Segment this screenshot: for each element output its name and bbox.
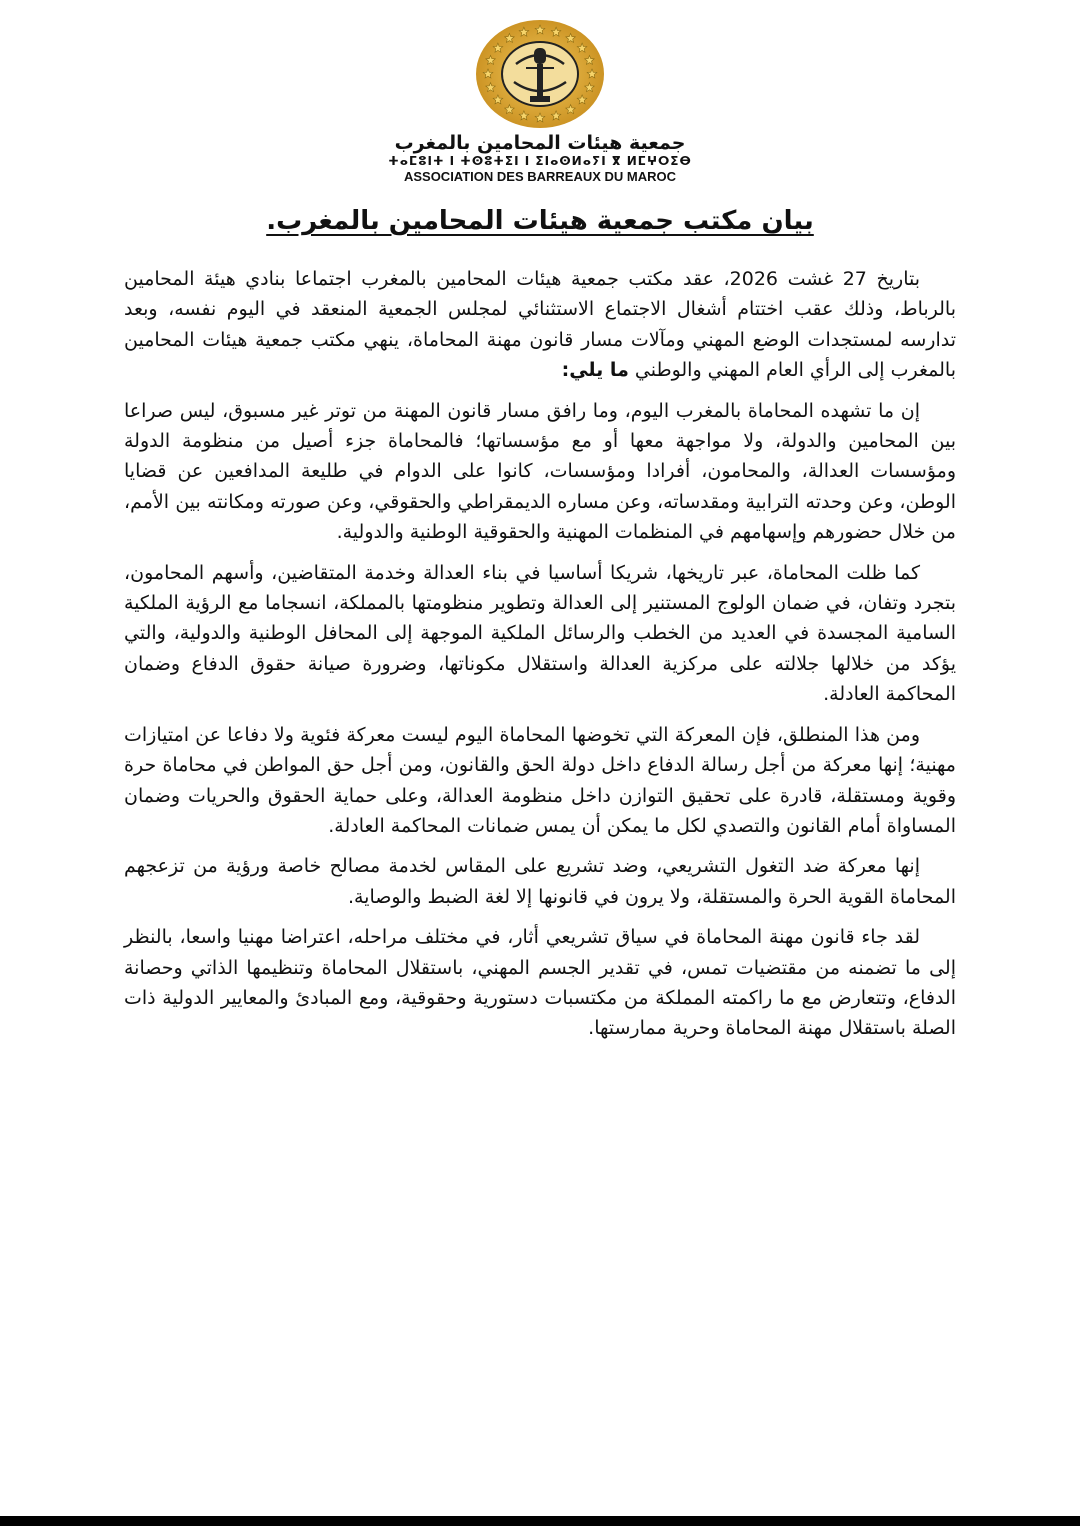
paragraph-5: إنها معركة ضد التغول التشريعي، وضد تشريع على المقاس لخدمة مصالح خاصة ورؤية من تزعجهم المحاماة القوية الحرة والمستقلة، ولا يرون في قانونها إلا لغة الضبط والوصاية. [124, 855, 956, 908]
paragraph-4: ومن هذا المنطلق، فإن المعركة التي تخوضها المحاماة اليوم ليست معركة فئوية ولا دفاعا عن امتيازات مهنية؛ إنها معركة من أجل رسالة الدفاع داخل دولة الحق والقانون، ومن أجل حق المواطن في محاماة حرة وقوية ومستقلة، قادرة على تحقيق التوازن داخل منظومة العدالة، وعلى حماية الحقوق والحريات وضمان المساواة أمام القانون والتصدي لكل ما يمكن أن يمس ضمانات المحاكمة العادلة. [124, 723, 956, 837]
paragraph-1-bold: ما يلي: [561, 359, 629, 382]
association-logo [470, 18, 610, 130]
paragraph-3: كما ظلت المحاماة، عبر تاريخها، شريكا أساسيا في بناء العدالة وخدمة المتقاضين، وأسهم المحامون، بتجرد وتفان، في ضمان الولوج المستنير إلى العدالة وتطوير منظومتها بالمملكة، انسجاما مع الرؤية الملكية السامية المجسدة في العديد من الخطب والرسائل الملكية الموجهة إلى المحافل الوطنية والدولية، والتي يؤكد من خلالها جلالته على مركزية العدالة واستقلال مكوناتها، وضرورة صيانة حقوق الدفاع وضمان المحاكمة العادلة. [124, 561, 956, 706]
paragraph-1-text: بتاريخ 27 غشت 2026، عقد مكتب جمعية هيئات المحامين بالمغرب اجتماعا بنادي هيئة المحامين بالرباط، وذلك عقب اختتام أشغال الاجتماع الاستثنائي لمجلس الجمعية المنعقد في اليوم نفسه، وبعد تدارسه لمستجدات الوضع المهني ومآلات مسار قانون مهنة المحاماة، ينهي مكتب جمعية هيئات المحامين بالمغرب إلى الرأي العام المهني والوطني [124, 268, 956, 382]
statement-body [124, 264, 956, 1054]
statement-title [0, 203, 1080, 239]
paragraph-2: إن ما تشهده المحاماة بالمغرب اليوم، وما رافق مسار قانون المهنة من توتر غير مسبوق، ليس صراعا بين المحامين والدولة، ولا مواجهة معها أو مع مؤسساتها؛ فالمحاماة جزء أصيل من منظومة الدولة ومؤسسات العدالة، والمحامون، أفرادا ومؤسسات، كانوا على الدوام في طليعة المدافعين عن قضايا الوطن، وعن وحدته الترابية ومقدساته، وعن مساره الديمقراطي والحقوقي، وعن صورته ومكانته بين الأمم، من خلال حضورهم وإسهامهم في المنظمات المهنية والحقوقية الوطنية والدولية. [124, 399, 956, 544]
statement-title-text: بيان مكتب جمعية هيئات المحامين بالمغرب. [266, 206, 814, 236]
bottom-rule [0, 1516, 1080, 1526]
association-name-french: ASSOCIATION DES BARREAUX DU MAROC [403, 169, 677, 184]
paragraph-6: لقد جاء قانون مهنة المحاماة في سياق تشريعي أثار، في مختلف مراحله، اعتراضا مهنيا واسعا، بالنظر إلى ما تضمنه من مقتضيات تمس، في تقدير الجسم المهني، باستقلال المحاماة وتنظيمها الذاتي وحصانة الدفاع، وتتعارض مع ما راكمته المملكة من مكتسبات دستورية وحقوقية، ومع المبادئ والمعايير الدولية ذات الصلة باستقلال مهنة المحاماة وحرية ممارستها. [124, 926, 956, 1040]
paragraph-1 [124, 264, 956, 386]
association-name-tifinagh: ⵜⴰⵎⵓⵏⵜ ⵏ ⵜⵙⵓⵜⵉⵏ ⵏ ⵉⵏⴰⵙⵍⴰⵢⵏ ⴳ ⵍⵎⵖⵔⵉⴱ [388, 154, 692, 168]
association-name-arabic: جمعية هيئات المحامين بالمغرب [394, 132, 686, 154]
header-logo-block [0, 18, 1080, 185]
